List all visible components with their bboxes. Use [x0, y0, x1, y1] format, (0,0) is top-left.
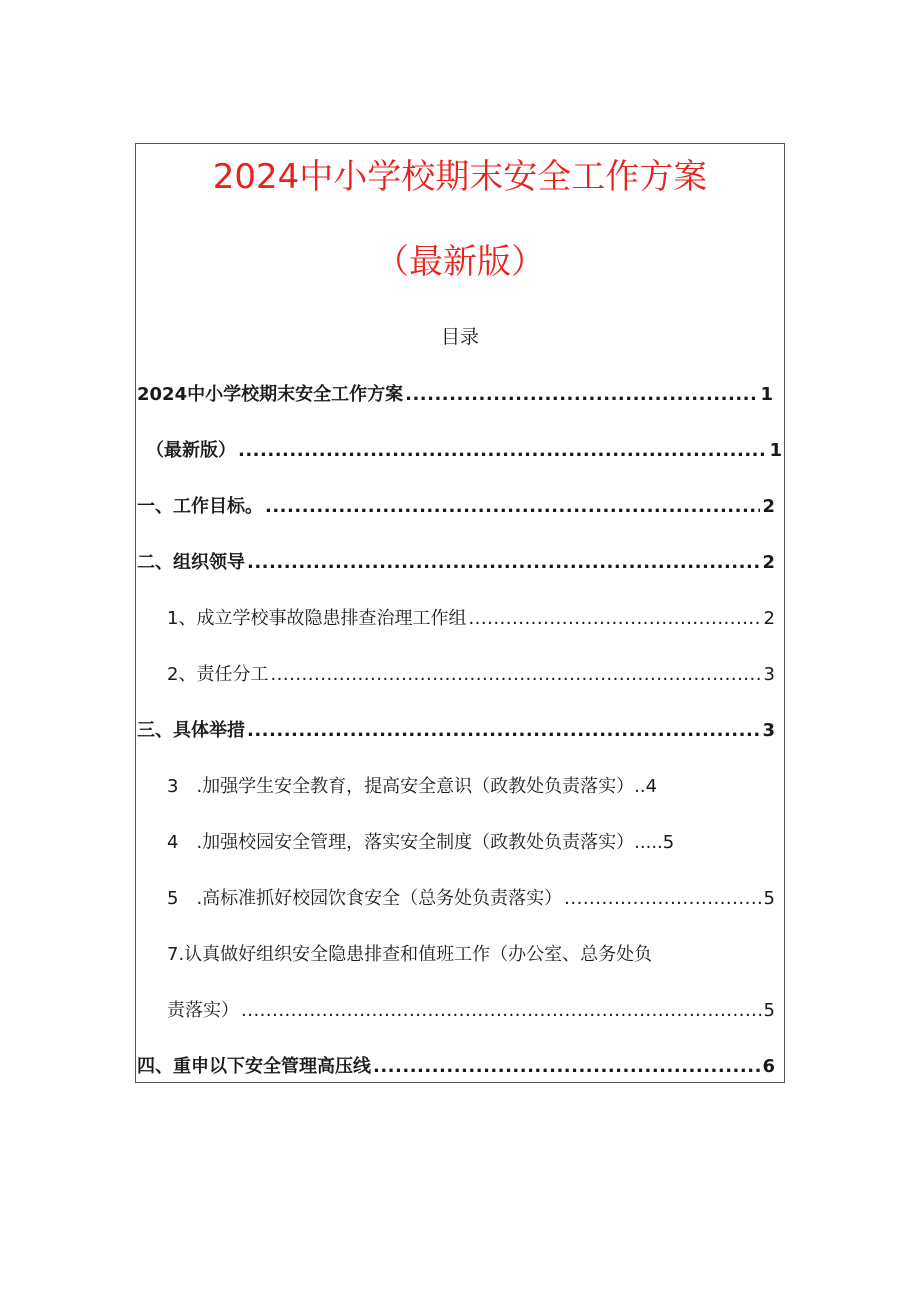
toc-entry-page: 2 [762, 496, 775, 517]
toc-entry-label: 2、责任分工 [167, 664, 269, 685]
toc-leader-dots [468, 607, 761, 631]
toc-entry-page: 2 [762, 552, 775, 573]
toc-leader-dots [247, 551, 760, 575]
toc-entry-page: 5 [763, 888, 775, 909]
toc-entry-section-2[interactable] [137, 551, 775, 575]
toc-entry-item-5[interactable] [167, 887, 775, 911]
toc-entry-item-3[interactable] [167, 775, 775, 799]
toc-entry-label: 1、成立学校事故隐患排查治理工作组 [167, 608, 467, 629]
toc-entry-page: 3 [762, 720, 775, 741]
toc-entry-label: 5 .高标准抓好校园饮食安全（总务处负责落实） [167, 888, 563, 909]
toc-entry-label: 责落实） [167, 1000, 239, 1021]
toc-entry-item-7[interactable] [167, 943, 775, 967]
toc-entry-section-3[interactable] [137, 719, 775, 743]
document-title: 2024中小学校期末安全工作方案 [212, 157, 708, 197]
toc-entry-page: 1 [760, 384, 773, 405]
toc-leader-dots [405, 383, 758, 407]
toc-entry-page: 1 [769, 440, 782, 461]
toc-entry-subtitle[interactable] [146, 439, 782, 463]
toc-entry-item-4[interactable] [167, 831, 775, 855]
document-subtitle: （最新版） [375, 242, 545, 282]
toc-entry-section-4[interactable] [137, 1055, 775, 1079]
toc-leader-dots [247, 719, 760, 743]
toc-entry-label: 2024中小学校期末安全工作方案 [137, 384, 404, 405]
toc-entry-page: 3 [763, 664, 775, 685]
toc-entry-title[interactable] [137, 383, 773, 407]
toc-entry-page: 2 [763, 608, 775, 629]
toc-leader-dots [241, 999, 762, 1023]
toc-leader-dots [373, 1055, 760, 1079]
toc-leader-dots [238, 439, 767, 463]
toc-entry-section-1[interactable] [137, 495, 775, 519]
toc-heading: 目录 [440, 326, 479, 348]
toc-leader-dots [564, 887, 761, 911]
toc-leader-dots [270, 663, 761, 687]
toc-entry-label: 3 .加强学生安全教育，提高安全意识（政教处负责落实）..4 [167, 776, 658, 797]
toc-leader-dots [265, 495, 760, 519]
toc-entry-label: 四、重申以下安全管理高压线 [137, 1056, 371, 1077]
toc-entry-item-1[interactable] [167, 607, 775, 631]
toc-entry-page: 6 [762, 1056, 775, 1077]
toc-entry-label: 一、工作目标。 [137, 496, 263, 517]
toc-entry-item-7-cont[interactable] [167, 999, 775, 1023]
toc-entry-item-2[interactable] [167, 663, 775, 687]
toc-entry-page: 5 [763, 1000, 775, 1021]
toc-entry-label: （最新版） [146, 440, 236, 461]
toc-entry-label: 二、组织领导 [137, 552, 245, 573]
toc-entry-label: 7.认真做好组织安全隐患排查和值班工作（办公室、总务处负 [167, 944, 653, 965]
toc-entry-label: 三、具体举措 [137, 720, 245, 741]
toc-entry-label: 4 .加强校园安全管理，落实安全制度（政教处负责落实）.....5 [167, 832, 675, 853]
